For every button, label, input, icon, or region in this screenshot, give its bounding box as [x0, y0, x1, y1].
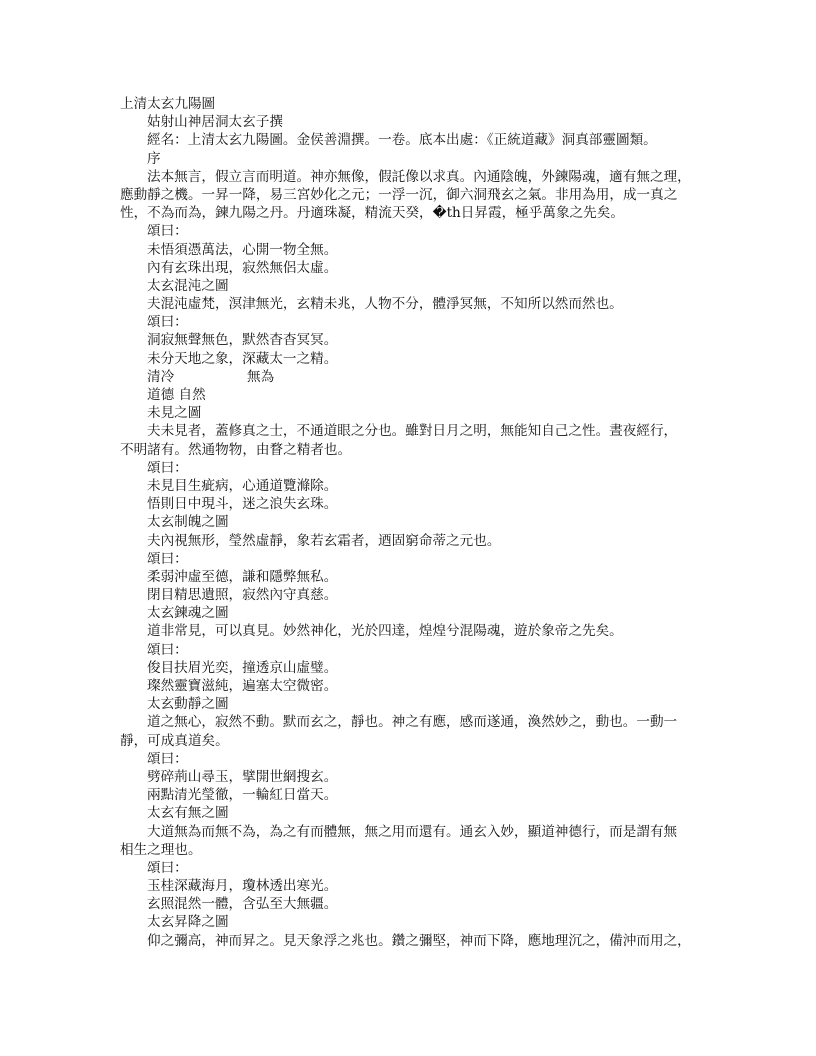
verse-line: 玄照混然一體，含弘至大無疆。: [147, 896, 338, 913]
meta-line: 經名：上清太玄九陽圖。金侯善淵撰。一卷。底本出處：《正統道藏》洞真部靈圖類。: [147, 132, 657, 149]
verse-label: 頌曰：: [147, 750, 188, 767]
diagram-label: 清冷: [147, 368, 175, 385]
section-heading: 太玄動靜之圖: [147, 696, 229, 713]
section-text-line: 不明諸有。然通物物，由瞀之精者也。: [120, 441, 352, 458]
diagram-label-row: [120, 368, 702, 386]
section-heading: 太玄有無之圖: [147, 805, 229, 822]
author-line: 姑射山神居洞太玄子撰: [147, 114, 283, 131]
section-text-line: 道非常見，可以真見。妙然神化，光於四達，煌煌兮混陽魂，遊於象帝之先矣。: [147, 623, 623, 640]
section-text-line: 夫未見者，蓋修真之士，不通道眼之分也。雖對日月之明，無能知自己之性。晝夜經行，: [147, 423, 678, 440]
verse-line: 悟則日中現斗，迷之浪失玄珠。: [147, 496, 338, 513]
section-text-line: 夫混沌虛梵，溟津無光，玄精未兆，人物不分，體淨冥無，不知所以然而然也。: [147, 296, 623, 313]
section-text-line: 靜，可成真道矣。: [120, 732, 229, 749]
section-text-line: 夫內視無形，瑩然虛靜，象若玄霜者，迺固窮命蒂之元也。: [147, 532, 501, 549]
preface-heading: 序: [147, 150, 161, 167]
section-text-line: 相生之理也。: [120, 841, 202, 858]
section-heading: 太玄昇降之圖: [147, 914, 229, 931]
verse-line: 未見目生疵病，心通道覽滌除。: [147, 477, 338, 494]
preface-text-line: 法本無言，假立言而明道。神亦無像，假託像以求真。內通陰魄，外鍊陽魂，適有無之理，: [147, 168, 691, 185]
verse-line: 未悟須憑萬法，心開一物全無。: [147, 241, 338, 258]
verse-line: 柔弱沖虛至德，謙和隱弊無私。: [147, 568, 338, 585]
preface-text-line: 應動靜之機。一昇一降，易三宮妙化之元；一浮一沉，御六洞飛玄之氣。非用為用，成一真之: [120, 186, 678, 203]
section-text-line: 仰之彌高，神而昇之。見天象浮之兆也。鑽之彌堅，神而下降，應地理沉之，備沖而用之，: [147, 932, 691, 949]
section-heading: 太玄鍊魂之圖: [147, 605, 229, 622]
verse-line: 閉目精思遺照，寂然內守真慈。: [147, 587, 338, 604]
diagram-label: 無為: [247, 368, 275, 385]
document-page: [120, 95, 702, 950]
diagram-label-row: 道德 自然: [147, 387, 206, 403]
verse-line: 內有玄珠出現，寂然無侶太虛。: [147, 259, 338, 276]
verse-label: 頌曰：: [147, 223, 188, 240]
document-title: 上清太玄九陽圖: [120, 96, 216, 112]
section-text-line: 大道無為而無不為，為之有而體無，無之用而還有。通玄入妙，顯道神德行，而是謂有無: [147, 823, 678, 840]
verse-line: 兩點清光瑩徹，一輪紅日當天。: [147, 787, 338, 804]
verse-label: 頌曰：: [147, 550, 188, 567]
verse-label: 頌曰：: [147, 859, 188, 876]
section-heading: 太玄混沌之圖: [147, 277, 229, 294]
verse-line: 玉桂深藏海月，瓊林透出寒光。: [147, 878, 338, 895]
section-heading: 太玄制魄之圖: [147, 514, 229, 531]
verse-line: 俊目扶眉光奕，撞透京山虛璧。: [147, 659, 338, 676]
section-heading: 未見之圖: [147, 405, 202, 422]
preface-text-line: 性，不為而為，鍊九陽之丹。丹適珠凝，精流天癸，�th日昇霞，極乎萬象之先矣。: [120, 205, 624, 222]
section-text-line: 道之無心，寂然不動。默而玄之，靜也。神之有應，感而遂通，渙然妙之，動也。一動一: [147, 714, 678, 731]
verse-label: 頌曰：: [147, 314, 188, 331]
verse-line: 洞寂無聲無色，默然杳杳冥冥。: [147, 332, 338, 349]
verse-line: 璨然靈寶滋純，遍塞太空微密。: [147, 678, 338, 694]
verse-label: 頌曰：: [147, 641, 188, 658]
verse-line: 劈碎荊山尋玉，擘開世網搜玄。: [147, 768, 338, 785]
verse-label: 頌曰：: [147, 459, 188, 476]
verse-line: 未分天地之象，深藏太一之精。: [147, 350, 338, 367]
